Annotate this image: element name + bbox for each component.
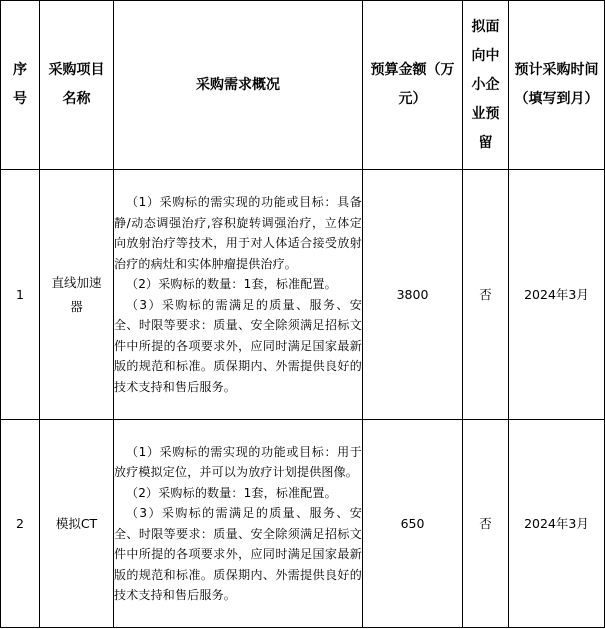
header-seq bbox=[1, 1, 40, 170]
desc-quantity: （2）采购标的数量：1套，标准配置。 bbox=[126, 485, 337, 500]
row-name bbox=[40, 420, 114, 628]
header-sme bbox=[463, 1, 509, 170]
header-row bbox=[1, 1, 605, 170]
header-budget-label: 预算金额（万元） bbox=[370, 62, 455, 107]
header-time-label: 预计采购时间（填写到月） bbox=[514, 62, 599, 107]
desc-function: （1）采购标的需实现的功能或目标：用于放疗模拟定位，并可以为放疗计划提供图像。 bbox=[114, 444, 362, 479]
header-name bbox=[40, 1, 114, 170]
row-name-label: 直线加速器 bbox=[51, 274, 102, 314]
row-budget: 650 bbox=[363, 420, 463, 628]
desc-function: （1）采购标的需实现的功能或目标：具备静/动态调强治疗,容积旋转调强治疗，立体定向放射治疗等技术，用于对人体适合接受放射治疗的病灶和实体肿瘤提供治疗。 bbox=[114, 195, 362, 271]
row-seq: 1 bbox=[1, 170, 40, 420]
row-time: 2024年3月 bbox=[509, 170, 605, 420]
table-row bbox=[1, 420, 605, 628]
header-name-label: 采购项目名称 bbox=[48, 62, 105, 107]
row-budget: 3800 bbox=[363, 170, 463, 420]
row-desc bbox=[114, 170, 363, 420]
row-name bbox=[40, 170, 114, 420]
row-sme: 否 bbox=[463, 420, 509, 628]
header-budget bbox=[363, 1, 463, 170]
row-name-label: 模拟CT bbox=[55, 515, 98, 531]
header-sme-label: 拟面向中小企业预留 bbox=[471, 18, 500, 151]
desc-quantity: （2）采购标的数量：1套，标准配置。 bbox=[126, 277, 337, 291]
header-seq-label: 序号 bbox=[13, 62, 27, 107]
row-time: 2024年3月 bbox=[509, 420, 605, 628]
desc-requirements: （3）采购标的需满足的质量、服务、安全、时限等要求：质量、安全除须满足招标文件中所提的各项要求外，应同时满足国家最新版的规范和标准。质保期内、外需提供良好的技术支持和售后服务。 bbox=[114, 506, 362, 602]
header-time bbox=[509, 1, 605, 170]
row-seq: 2 bbox=[1, 420, 40, 628]
desc-requirements: （3）采购标的需满足的质量、服务、安全、时限等要求：质量、安全除须满足招标文件中所提的各项要求外，应同时满足国家最新版的规范和标准。质保期内、外需提供良好的技术支持和售后服务。 bbox=[114, 297, 362, 394]
row-desc bbox=[114, 420, 363, 628]
row-sme: 否 bbox=[463, 170, 509, 420]
header-desc bbox=[114, 1, 363, 170]
table-row bbox=[1, 170, 605, 420]
header-desc-label: 采购需求概况 bbox=[196, 76, 280, 93]
